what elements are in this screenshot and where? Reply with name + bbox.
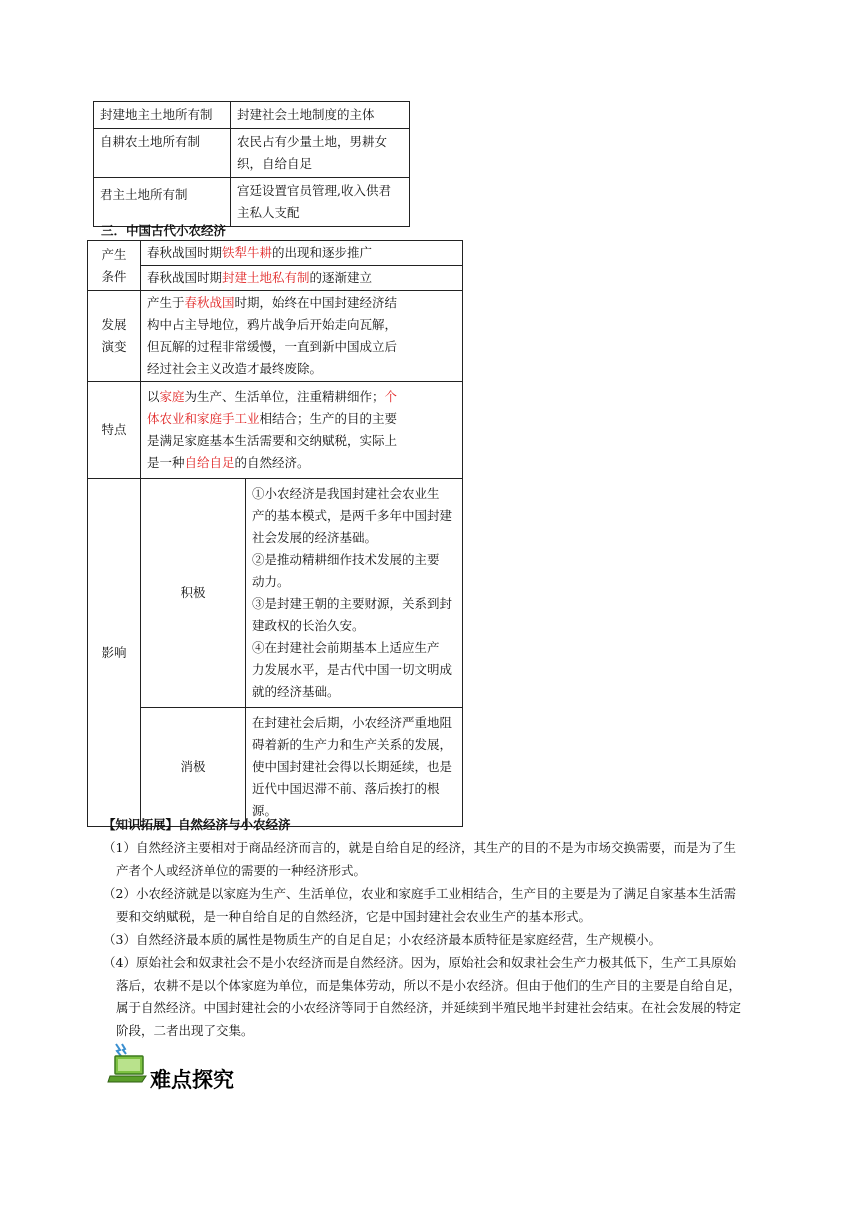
text: 构中占主导地位，鸦片战争后开始走向瓦解， <box>147 317 398 332</box>
section-title: 三．中国古代小农经济 <box>101 223 227 238</box>
sub-label: 积极 <box>141 479 246 708</box>
table-cell <box>141 241 463 266</box>
table-cell <box>141 266 463 291</box>
table-row <box>88 241 463 266</box>
paragraph-2 <box>103 883 773 928</box>
highlight-text: 自给自足 <box>184 455 235 470</box>
text: 产生于 <box>147 295 185 310</box>
para-line: 产者个人或经济单位的需要的一种经济形式。 <box>116 862 367 878</box>
text: 是满足家庭基本生活需要和交纳赋税，实际上 <box>147 433 398 448</box>
text: 近代中国迟滞不前、落后挨打的根 <box>252 781 440 796</box>
table-cell <box>141 382 463 479</box>
cell-line: 农民占有少量土地，男耕女 <box>237 134 388 149</box>
table-cell: 自耕农土地所有制 <box>94 129 231 178</box>
para-line: （3）自然经济最本质的属性是物质生产的自足自足；小农经济最本质特征是家庭经营，生产规模小。 <box>103 932 661 947</box>
land-ownership-table <box>93 101 410 227</box>
para-line: （4）原始社会和奴隶社会不是小农经济而是自然经济。因为，原始社会和奴隶社会生产力极其低下，生产工具原始 <box>103 955 736 970</box>
text: 使中国封建社会得以长期延续，也是 <box>252 759 453 774</box>
text: 就的经济基础。 <box>252 684 340 699</box>
text: ②是推动精耕细作技术发展的主要 <box>252 552 440 567</box>
text: 时期，始终在中国封建经济结 <box>234 295 398 310</box>
text: 是一种 <box>147 455 185 470</box>
extension-title: 【知识拓展】自然经济与小农经济 <box>103 817 291 832</box>
text: 春秋战国时期 <box>147 270 223 285</box>
table-cell <box>246 479 463 708</box>
highlight-text: 春秋战国 <box>184 295 235 310</box>
text: 为生产、生活单位，注重精耕细作； <box>184 389 385 404</box>
text: 在封建社会后期，小农经济严重地阻 <box>252 715 453 730</box>
highlight-text: 封建土地私有制 <box>222 270 310 285</box>
table-row <box>88 479 463 708</box>
label-line: 发展 <box>101 317 127 332</box>
table-cell <box>141 291 463 382</box>
cell-line: 织，自给自足 <box>237 156 313 171</box>
table-cell: 君主土地所有制 <box>94 178 231 227</box>
text: 但瓦解的过程非常缓慢，一直到新中国成立后 <box>147 339 398 354</box>
table-cell <box>246 708 463 827</box>
para-line: 要和交纳赋税，是一种自给自足的自然经济，它是中国封建社会农业生产的基本形式。 <box>116 908 592 924</box>
table-row <box>88 708 463 827</box>
table-cell: 封建地主土地所有制 <box>94 102 231 129</box>
para-line: 落后，农耕不是以个体家庭为单位，而是集体劳动，所以不是小农经济。但由于他们的生产目的主要是自给自足， <box>116 977 742 993</box>
text: 动力。 <box>252 574 290 589</box>
row-label <box>88 241 141 291</box>
para-line: 属于自然经济。中国封建社会的小农经济等同于自然经济，并延续到半殖民地半封建社会结束。在社会发展的特定 <box>116 1000 742 1015</box>
table-row <box>94 178 410 227</box>
table-cell <box>231 178 410 227</box>
row-label <box>88 291 141 382</box>
table-row <box>88 266 463 291</box>
paragraph-3 <box>103 929 773 952</box>
text: ④在封建社会前期基本上适应生产 <box>252 640 440 655</box>
text: ①小农经济是我国封建社会农业生 <box>252 486 440 501</box>
para-line: （1）自然经济主要相对于商品经济而言的，就是自给自足的经济，其生产的目的不是为市场交换需要，而是为了生 <box>103 840 736 855</box>
row-label: 影响 <box>88 479 141 827</box>
paragraph-4 <box>103 952 773 1042</box>
label-line: 条件 <box>101 268 127 284</box>
text: 源。 <box>252 803 278 818</box>
highlight-text: 铁犁牛耕 <box>222 245 273 260</box>
table-row <box>94 129 410 178</box>
table-row <box>88 291 463 382</box>
highlight-text: 个 <box>384 389 398 404</box>
label-line: 演变 <box>101 339 127 354</box>
highlight-text: 家庭 <box>159 389 185 404</box>
cell-line: 宫廷设置官员管理,收入供君 <box>237 183 391 198</box>
text: 春秋战国时期 <box>147 245 223 260</box>
text: 建政权的长治久安。 <box>252 618 365 633</box>
laptop-icon <box>106 1042 150 1086</box>
small-peasant-table <box>87 240 463 827</box>
text: 相结合；生产的目的主要 <box>259 411 398 426</box>
table-cell <box>231 129 410 178</box>
text: 经过社会主义改造才最终废除。 <box>147 361 323 376</box>
table-cell: 封建社会土地制度的主体 <box>231 102 410 129</box>
highlight-text: 体农业和家庭手工业 <box>147 411 260 426</box>
text: 社会发展的经济基础。 <box>252 530 378 545</box>
table-row <box>88 382 463 479</box>
text: 碍着新的生产力和生产关系的发展， <box>252 737 453 752</box>
paragraph-1 <box>103 837 773 882</box>
section-heading <box>106 1042 150 1082</box>
text: 力发展水平，是古代中国一切文明成 <box>252 662 453 677</box>
text: 的出现和逐步推广 <box>272 245 373 260</box>
table-row <box>94 102 410 129</box>
text: 的逐渐建立 <box>309 270 373 285</box>
text: 产的基本模式，是两千多年中国封建 <box>252 508 453 523</box>
para-line: 阶段，二者出现了交集。 <box>116 1022 254 1038</box>
text: 的自然经济。 <box>234 455 310 470</box>
text: ③是封建王朝的主要财源，关系到封 <box>252 596 453 611</box>
heading-title: 难点探究 <box>150 1068 234 1092</box>
cell-line: 主私人支配 <box>237 205 300 220</box>
row-label: 特点 <box>88 382 141 479</box>
label-line: 产生 <box>101 246 127 262</box>
para-line: （2）小农经济就是以家庭为生产、生活单位，农业和家庭手工业相结合，生产目的主要是为了满足自家基本生活需 <box>103 886 736 901</box>
text: 以 <box>147 389 160 404</box>
sub-label: 消极 <box>141 708 246 827</box>
